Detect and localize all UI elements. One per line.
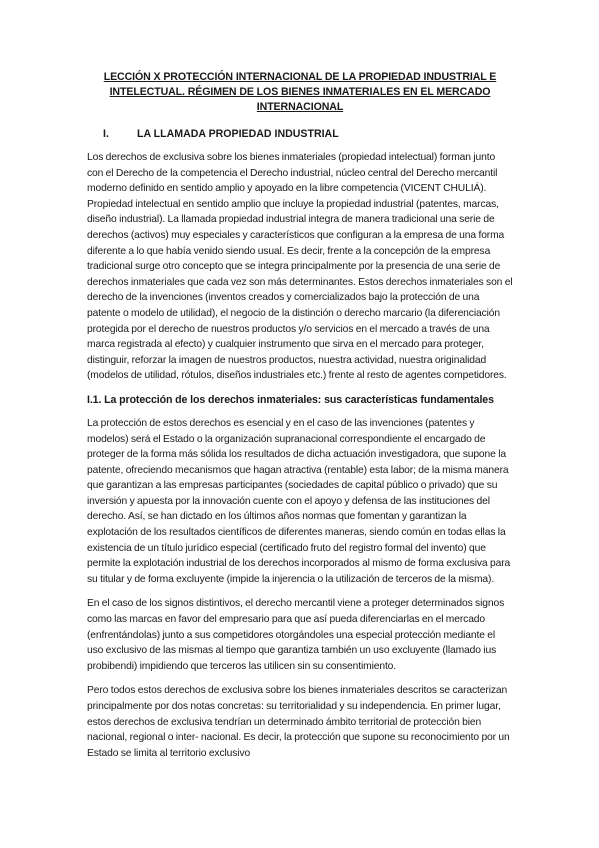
paragraph-1: Los derechos de exclusiva sobre los bienes inmateriales (propiedad intelectual) forman junto con el Derecho de la competencia el Derecho industrial, núcleo central del Derecho mercantil moderno definido en sentido amplio y apoyado en la libre competencia (VICENT CHULIÁ). Propiedad intelectual en sentido amplio que incluye la propiedad industrial (patentes, marcas, diseño industrial). La llamada propiedad industrial integra de manera tradicional una serie de derechos (activos) muy especiales y característicos que configuran a la empresa de una forma diferente a lo que había venido siendo usual. Es decir, frente a la concepción de la empresa tradicional surge otro concepto que se integra principalmente por la presencia de una serie de derechos inmateriales que cada vez son más determinantes. Estos derechos inmateriales son el derecho de la invenciones (inventos creados y comercializados bajo la protección de una patente o modelo de utilidad), el negocio de la distinción o derecho marcario (la diferenciación protegida por el derecho de nuestros productos y/o servicios en el mercado a través de una marca registrada al efecto) y cualquier instrumento que sirva en el mercado para proteger, distinguir, reforzar la imagen de nuestros productos, nuestra actividad, nuestra originalidad (modelos de utilidad, rótulos, diseños industriales etc.) frente al resto de agentes competidores. bbox=[87, 152, 513, 382]
document-title: LECCIÓN X PROTECCIÓN INTERNACIONAL DE LA PROPIEDAD INDUSTRIAL E INTELECTUAL. RÉGIMEN DE LOS BIENES INMATERIALES EN EL MERCADO INTERNACIONAL bbox=[103, 71, 497, 113]
subsection-heading: I.1. La protección de los derechos inmateriales: sus características fundamentales bbox=[87, 393, 494, 406]
paragraph-4: Pero todos estos derechos de exclusiva sobre los bienes inmateriales descritos se caracterizan principalmente por dos notas concretas: su territorialidad y su independencia. En primer lugar, estos derechos de exclusiva tendrían un determinado ámbito territorial de protección bien nacional, regional o inter- nacional. Es decir, la protección que supone su reconocimiento por un Estado se limita al territorio exclusivo bbox=[87, 685, 510, 759]
section-number: I. bbox=[103, 128, 109, 140]
section-heading bbox=[87, 127, 513, 141]
paragraph-2: La protección de estos derechos es esencial y en el caso de las invenciones (patentes y modelos) será el Estado o la organización supranacional correspondiente el encargado de proteger de la forma más sólida los resultados de dicha actuación investigadora, que supone la patente, ofreciendo mecanismos que hagan atractiva (rentable) esta labor; de la misma manera que garantizan a las empresas participantes (sociedades de capital público o privado) que su inversión y apuesta por la innovación cuente con el apoyo y defensa de las instituciones del derecho. Así, se han dictado en los últimos años normas que fomentan y garantizan la explotación de los resultados científicos de diferentes maneras, siendo común en todas ellas la existencia de un título jurídico especial (certificado fruto del registro formal del invento) que permite la explotación industrial de los derechos incorporados al mismo de forma exclusiva para su titular y de forma excluyente (impide la injerencia o la utilización de terceros de la misma). bbox=[87, 417, 511, 585]
section-title: LA LLAMADA PROPIEDAD INDUSTRIAL bbox=[137, 128, 339, 140]
paragraph-3: En el caso de los signos distintivos, el derecho mercantil viene a proteger determinados signos como las marcas en favor del empresario para que así pueda diferenciarlas en el mercado (enfrentándolas) junto a sus competidores otorgándoles una especial protección mediante el uso exclusivo de las mismas al tiempo que garantiza también un uso excluyente (llamado ius probibendi) impidiendo que terceros las utilicen sin su consentimiento. bbox=[87, 598, 505, 672]
